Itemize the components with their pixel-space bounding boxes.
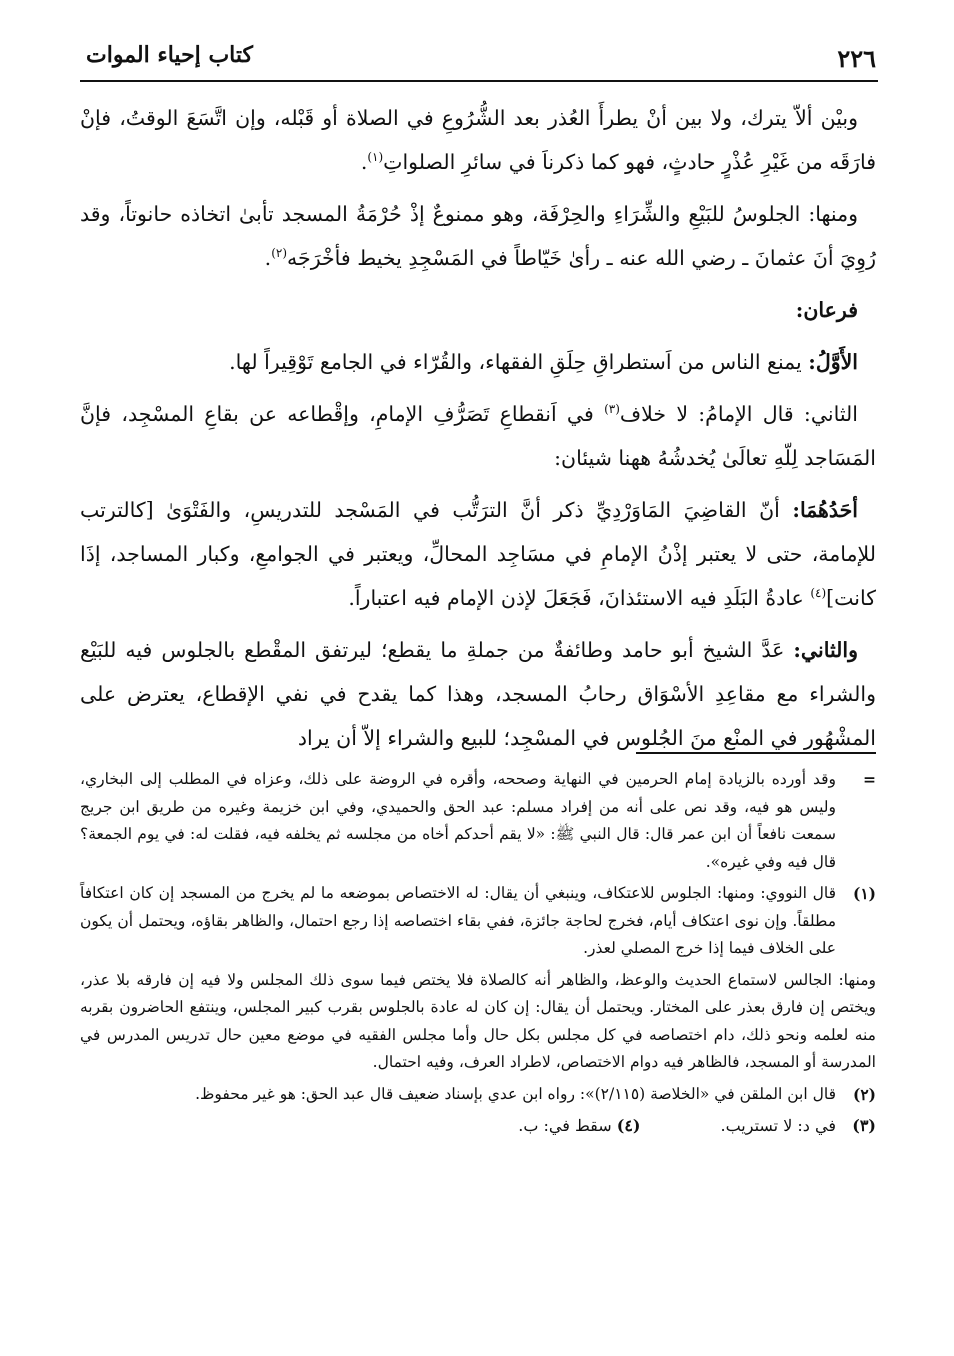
footnote-continuation: = وقد أورده بالزيادة إمام الحرمين في النهاية وصححه، وأقره في الروضة على ذلك، وعزاه في المطلب إلى البخاري، وليس هو فيه، وقد نص على أنه من إفراد مسلم: عبد الحق والحميدي، وفي ابن خزيمة وغيره من طريق ابن جريج سمعت نافعاً أن ابن عمر قال: قال النبي ﷺ: «لا يقم أحدكم أخاه من مجلسه ثم يخلفه فيه، فقلت له: في يوم الجمعة؟ قال فيه وفي غيره».: [80, 770, 876, 871]
section-heading: فرعان:: [795, 298, 858, 322]
footnote-4-mark: (٤): [616, 1116, 641, 1135]
second-point-label: والثاني:: [793, 638, 858, 662]
first-point-label: أحَدُهُمَا:: [792, 498, 858, 522]
header-rule: [80, 80, 878, 82]
footnote-3-mark: (٣): [852, 1116, 876, 1135]
first-branch-label: الأَوَّلُ:: [808, 350, 858, 374]
paragraph-7: والثاني: عَدَّ الشيخ أبو حامد وطائفةٌ من جملةِ ما يقطع؛ ليرتفق المقْطع بالجلوس فيه للبَيْع والشراء مع مقاعِدِ الأسْوَاق رحابُ المسجد، وهذا كما يقدح في نفي الإقطاع، يعترض على المشْهُور في المنْع منَ الجُلوس في المسْجِد؛ للبيع والشراء إلاّ أن يراد: [80, 638, 876, 750]
footnote-2: (٢) قال ابن الملقن في «الخلاصة (٢/١١٥)»: رواه ابن عدي بإسناد ضعيف قال عبد الحق: هو غير محفوظ.: [195, 1084, 876, 1104]
paragraph-1: وبيْن ألاّ يترك، ولا بين أنْ يطرأَ العُذر بعد الشُّرُوعِ في الصلاة أو قَبْله، وإن اتَّسَعَ الوقتُ، فإنْ فارَقَه من غَيْرِ عُذْرٍ حادثٍ، فهو كما ذكرناَ في سائرِ الصلواتِ$^{(١)}$.: [80, 106, 876, 174]
main-text: [80, 96, 876, 768]
footnote-rule: [636, 752, 876, 754]
footnotes-3-4: [80, 1112, 876, 1140]
footnote-4-text: سقط في: ب.: [518, 1116, 612, 1135]
footnote-ref-1[interactable]: (١): [367, 150, 384, 165]
paragraph-6: أحَدُهُمَا: أنّ القاضِيَ المَاوَرْدِيِّ ذكر أنَّ الترَتُّب في المَسْجد للتدريسِ، والفَتْوَىٰ [كالترتب للإمامة، حتى لا يعتبر إذْنُ الإمامِ في مسَاجِد المحالِّ، ويعتبر في الجوامعِ، وكبار المساجد، إذَا كانت]$^{(٤)}$ عادةُ البَلَدِ فيه الاستئذانَ، فَجَعَلَ لإذن الإمام فيه اعتباراً.: [80, 498, 876, 610]
paragraph-2: ومنها: الجلوسُ للبَيْعِ والشِّرَاءِ والحِرْفَة، وهو ممنوعٌ إذْ حُرْمَةُ المسجد تأبىٰ اتخاذه حانوتاً، وقد رُوِيَ أنَ عثمانَ ـ رضي الله عنه ـ رأىٰ خَيّاطاً في المَسْجِدِ يخيط فأخْرَجَه$^{(٢)}$.: [80, 202, 876, 270]
footnote-1: (١) قال النووي: ومنها: الجلوس للاعتكاف، وينبغي أن يقال: له الاختصاص بموضعه ما لم يخرج من المسجد إن كان اعتكافاً مطلقاً. وإن نوى اعتكاف أيام، فخرج لحاجة جائزة، ففي بقاء اختصاصه إذا رجع احتمال، والظاهر بقاؤه، ويحتمل أن يكون على الخلاف فيما إذا خرج المصلي لعذر.: [80, 884, 876, 957]
paragraph-4: الأَوَّلُ: يمنع الناس من اَستطراقِ حِلَقِ الفقهاء، والقُرّاء في الجامع تَوْقِيراً لها.: [229, 350, 858, 374]
page-number: ٢٢٦: [837, 44, 876, 73]
footnote-ref-2[interactable]: (٢): [271, 246, 288, 261]
footnote-1-continued: ومنها: الجالس لاستماع الحديث والوعظ، والظاهر أنه كالصلاة فلا يختص فيما سوى ذلك المجلس ولا فيه إن فارقه بلا عذر، ويختص إن فارق بعذر على المختار. ويحتمل أن يقال: إن كان له عادة بالجلوس بقرب كبير المجلس، وينتفع الحاضرون بقربه منه لعلمه ونحو ذلك، دام اختصاصه في كل مجلس بكل حال وأما مجلس الفقيه في موضع معين حال تدريس المدرس في المدرسة أو المسجد، فالظاهر فيه دوام الاختصاص، لاطراد العرف، وفيه احتمال.: [80, 970, 876, 1071]
running-title: كتاب إحياء الموات: [86, 42, 253, 68]
paragraph-5: الثاني: قال الإمامُ: لا خلاف$^{(٣)}$ في اَنقطاعِ تَصَرُّفِ الإمامِ، وإقْطاعه عن بقاعِ المسْجِد، فإنَّ المَسَاجد لِلّهِ تعالَىٰ يُخدشُهُ ههنا شيئان:: [80, 402, 876, 470]
footnotes: [80, 766, 876, 1140]
footnote-ref-4[interactable]: (٤): [810, 586, 827, 601]
footnote-ref-3[interactable]: (٣): [604, 402, 620, 417]
footnote-3-text: في د: لا تستريب.: [720, 1116, 836, 1135]
